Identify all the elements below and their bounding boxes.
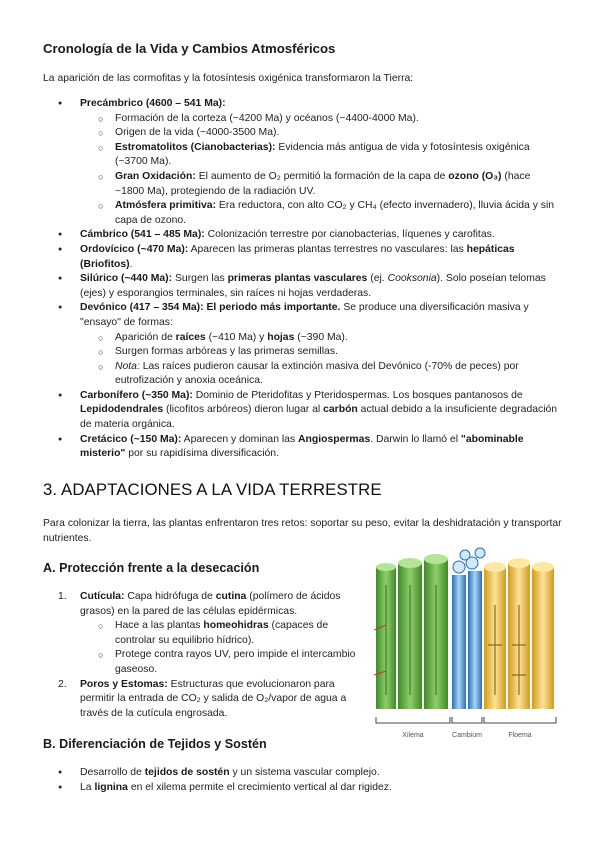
vascular-tissue-illustration xyxy=(370,545,565,745)
adaptaciones-paragraph: Para colonizar la tierra, las plantas enfrentaron tres retos: soportar su peso, evitar la deshidratación y transportar nutrientes. xyxy=(43,518,562,544)
sublist-item: ○ Atmósfera primitiva: Era reductora, con alto CO₂ y CH₄ (efecto invernadero), lluvia ácida y sin capa de ozono. xyxy=(43,199,558,228)
cambium-columns xyxy=(452,548,485,709)
list-item-precambrico: ● Precámbrico (4600 – 541 Ma): xyxy=(43,97,558,112)
figure-label-floema: Floema xyxy=(508,732,532,739)
section-heading-adaptaciones: 3. ADAPTACIONES A LA VIDA TERRESTRE xyxy=(43,480,382,499)
subheading-tejidos: B. Diferenciación de Tejidos y Sostén xyxy=(43,737,267,751)
sublist-item: ○ Formación de la corteza (~4200 Ma) y océanos (~4400-4000 Ma). xyxy=(43,112,558,127)
sublist-item: ○ Surgen formas arbóreas y las primeras semillas. xyxy=(43,345,558,360)
sublist-item: ○ Origen de la vida (~4000-3500 Ma). xyxy=(43,126,558,141)
tejidos-list xyxy=(43,766,558,795)
intro-paragraph: La aparición de las cormofitas y la fotosíntesis oxigénica transformaron la Tierra: xyxy=(43,73,414,84)
vascular-tissue-figure xyxy=(370,545,565,745)
subheading-desecacion: A. Protección frente a la desecación xyxy=(43,561,260,575)
section-heading-chronology: Cronología de la Vida y Cambios Atmosféricos xyxy=(43,41,336,56)
list-item-devonico: ● Devónico (417 – 354 Ma): El periodo más importante. Se produce una diversificación masiva y "ensayo" de formas: xyxy=(43,301,558,330)
list-item-lignina: ● La lignina en el xilema permite el crecimiento vertical al dar rigidez. xyxy=(43,781,558,796)
desecacion-list xyxy=(43,590,361,721)
list-item-cambrico: ● Cámbrico (541 – 485 Ma): Colonización terrestre por cianobacterias, líquenes y carofitas. xyxy=(43,228,558,243)
list-item-carbonifero: ● Carbonífero (~350 Ma): Dominio de Pteridofitas y Pteridospermas. Los bosques pantanosos de Lepidodendrales (licofitos arbóreos) dieron lugar al carbón actual debido a la insuficiente degradación de materia orgánica. xyxy=(43,389,558,433)
numbered-item-cuticula: 1. Cutícula: Capa hidrófuga de cutina (polímero de ácidos grasos) en la pared de las células epidérmicas. xyxy=(58,591,341,617)
list-item-cretacico: ● Cretácico (~150 Ma): Aparecen y dominan las Angiospermas. Darwin lo llamó el "abominable misterio" por su rapidísima diversificación. xyxy=(43,433,558,462)
list-item-sosten: ● Desarrollo de tejidos de sostén y un sistema vascular complejo. xyxy=(43,766,558,781)
list-item-silurico: ● Silúrico (~440 Ma): Surgen las primeras plantas vasculares (ej. Cooksonia). Solo poseían telomas (ejes) y esporangios terminales, sin raíces ni hojas verdaderas. xyxy=(43,272,558,301)
figure-label-cambium: Cambium xyxy=(452,732,482,739)
figure-brackets xyxy=(376,717,556,723)
sublist-item: ○ Nota: Las raíces pudieron causar la extinción masiva del Devónico (-70% de peces) por eutrofización y anoxia oceánica. xyxy=(43,360,558,389)
phloem-columns xyxy=(484,558,554,709)
figure-label-xilema: Xilema xyxy=(402,732,424,739)
sublist-item: ○ Gran Oxidación: El aumento de O₂ permitió la formación de la capa de ozono (O₃) (hace ~1800 Ma), protegiendo de la radiación UV. xyxy=(43,170,558,199)
sublist-item: ○ Protege contra rayos UV, pero impide el intercambio gaseoso. xyxy=(43,648,361,677)
sublist-item: ○ Estromatolitos (Cianobacterias): Evidencia más antigua de vida y fotosíntesis oxigénica (~3700 Ma). xyxy=(43,141,558,170)
numbered-item-poros: 2. Poros y Estomas: Estructuras que evolucionaron para permitir la entrada de CO₂ y salida de O₂/vapor de agua a través de la cutícula engrosada. xyxy=(58,678,347,719)
sublist-item: ○ Aparición de raíces (~410 Ma) y hojas (~390 Ma). xyxy=(43,331,558,346)
chronology-list xyxy=(43,97,558,462)
xylem-columns xyxy=(374,554,448,709)
sublist-item: ○ Hace a las plantas homeohidras (capaces de controlar su equilibrio hídrico). xyxy=(43,619,361,648)
list-item-ordovicico: ● Ordovícico (~470 Ma): Aparecen las primeras plantas terrestres no vasculares: las hepáticas (Briofitos). xyxy=(43,243,558,272)
